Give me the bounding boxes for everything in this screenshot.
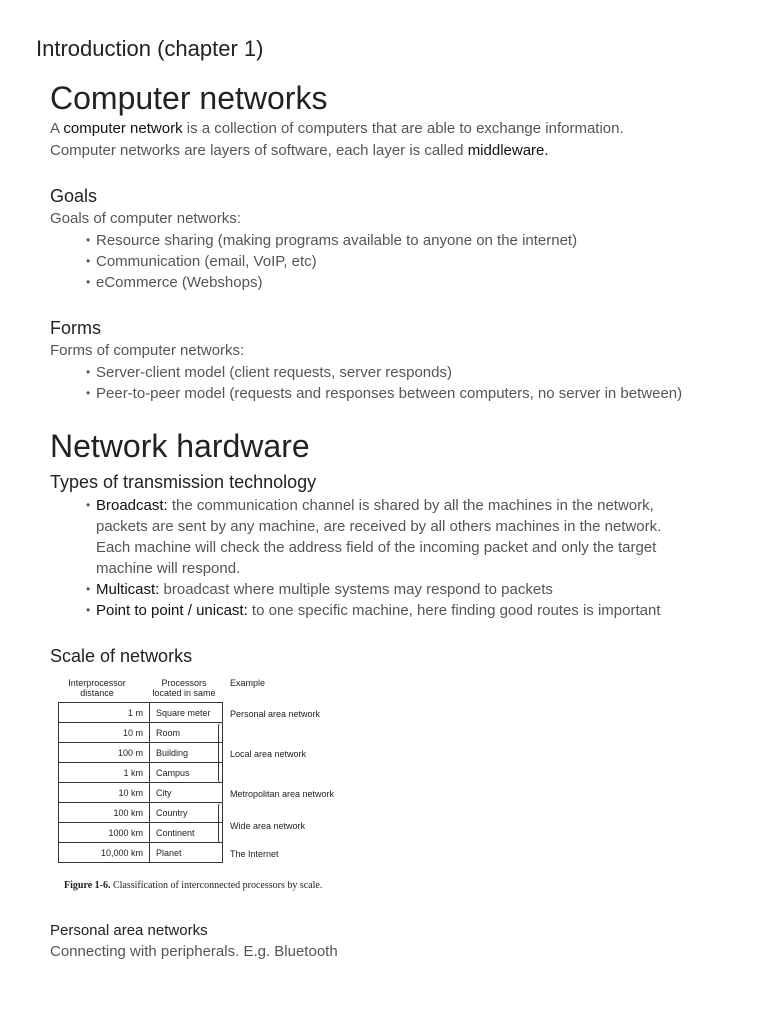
figure-caption-label: Figure 1-6. [64, 880, 111, 891]
figure-caption [64, 880, 322, 891]
forms-heading: Forms [50, 318, 101, 338]
table-cell-location: Square meter [150, 703, 223, 723]
figure-header-location: Processors located in same [152, 678, 216, 698]
term-middleware: middleware. [467, 142, 549, 159]
table-row [59, 763, 223, 783]
table-cell-location: Room [150, 723, 223, 743]
table-cell-location: Building [150, 743, 223, 763]
section-title-network-hardware: Network hardware [50, 428, 310, 464]
goals-intro: Goals of computer networks: [50, 210, 241, 227]
table-row [59, 843, 223, 863]
scale-table [58, 702, 223, 863]
scale-figure [58, 676, 348, 896]
term-multicast: Multicast: [96, 581, 160, 598]
table-cell-distance: 100 km [59, 803, 150, 823]
list-item [86, 600, 696, 621]
figure-header-example: Example [230, 678, 266, 688]
table-row [59, 723, 223, 743]
term-computer-network: computer network [63, 120, 183, 137]
list-item [86, 495, 696, 579]
example-personal-area: Personal area network [230, 709, 321, 719]
example-internet: The Internet [230, 849, 279, 859]
intro-line-1 [50, 118, 624, 140]
unicast-description: to one specific machine, here finding good routes is important [247, 602, 661, 619]
table-cell-distance: 10 km [59, 783, 150, 803]
example-metropolitan-area: Metropolitan area network [230, 789, 335, 799]
intro-line-2 [50, 140, 624, 162]
transmission-types-list [86, 495, 696, 621]
figure-caption-text: Classification of interconnected processors by scale. [112, 880, 323, 891]
scale-heading: Scale of networks [50, 646, 193, 666]
table-cell-distance: 10 m [59, 723, 150, 743]
table-cell-distance: 1000 km [59, 823, 150, 843]
table-cell-distance: 1 m [59, 703, 150, 723]
pan-text: Connecting with peripherals. E.g. Bluetooth [50, 943, 338, 960]
intro-line-1-post: is a collection of computers that are able to exchange information. [182, 120, 624, 137]
figure-header-distance: Interprocessor distance [68, 678, 126, 698]
transmission-types-heading: Types of transmission technology [50, 472, 317, 492]
table-row [59, 703, 223, 723]
list-item: • Peer-to-peer model (requests and responses between computers, no server in between) [86, 383, 726, 404]
table-cell-location: Campus [150, 763, 223, 783]
intro-line-2-pre: Computer networks are layers of software, each layer is called [50, 142, 468, 159]
brace-wide-area [218, 803, 225, 843]
example-wide-area: Wide area network [230, 821, 306, 831]
table-cell-location: Country [150, 803, 223, 823]
pan-heading: Personal area networks [50, 922, 208, 939]
table-cell-distance: 1 km [59, 763, 150, 783]
table-row [59, 743, 223, 763]
forms-intro: Forms of computer networks: [50, 342, 245, 359]
table-cell-location: Continent [150, 823, 223, 843]
intro-line-1-pre: A [50, 120, 64, 137]
example-local-area: Local area network [230, 749, 307, 759]
list-item: • eCommerce (Webshops) [86, 272, 726, 293]
term-broadcast: Broadcast: [96, 497, 168, 514]
list-item: • Communication (email, VoIP, etc) [86, 251, 726, 272]
table-row [59, 803, 223, 823]
forms-list [86, 362, 726, 404]
list-item: • Server-client model (client requests, server responds) [86, 362, 726, 383]
goals-heading: Goals [50, 186, 98, 206]
section-title-computer-networks: Computer networks [50, 80, 328, 116]
table-cell-distance: 100 m [59, 743, 150, 763]
multicast-description: broadcast where multiple systems may respond to packets [159, 581, 553, 598]
term-unicast: Point to point / unicast: [96, 602, 248, 619]
table-cell-location: City [150, 783, 223, 803]
list-item [86, 579, 696, 600]
table-cell-distance: 10,000 km [59, 843, 150, 863]
goals-list [86, 230, 726, 293]
chapter-title: Introduction (chapter 1) [36, 36, 264, 61]
brace-local-area [218, 723, 225, 783]
table-row [59, 783, 223, 803]
list-item: • Resource sharing (making programs available to anyone on the internet) [86, 230, 726, 251]
table-row [59, 823, 223, 843]
broadcast-description: the communication channel is shared by all the machines in the network, packets are sent by any machine, are received by all others machines in the network. Each machine will check the address field of the incoming packet and only the target machine will respond. [96, 497, 662, 577]
intro-paragraph [50, 118, 624, 162]
table-cell-location: Planet [150, 843, 223, 863]
